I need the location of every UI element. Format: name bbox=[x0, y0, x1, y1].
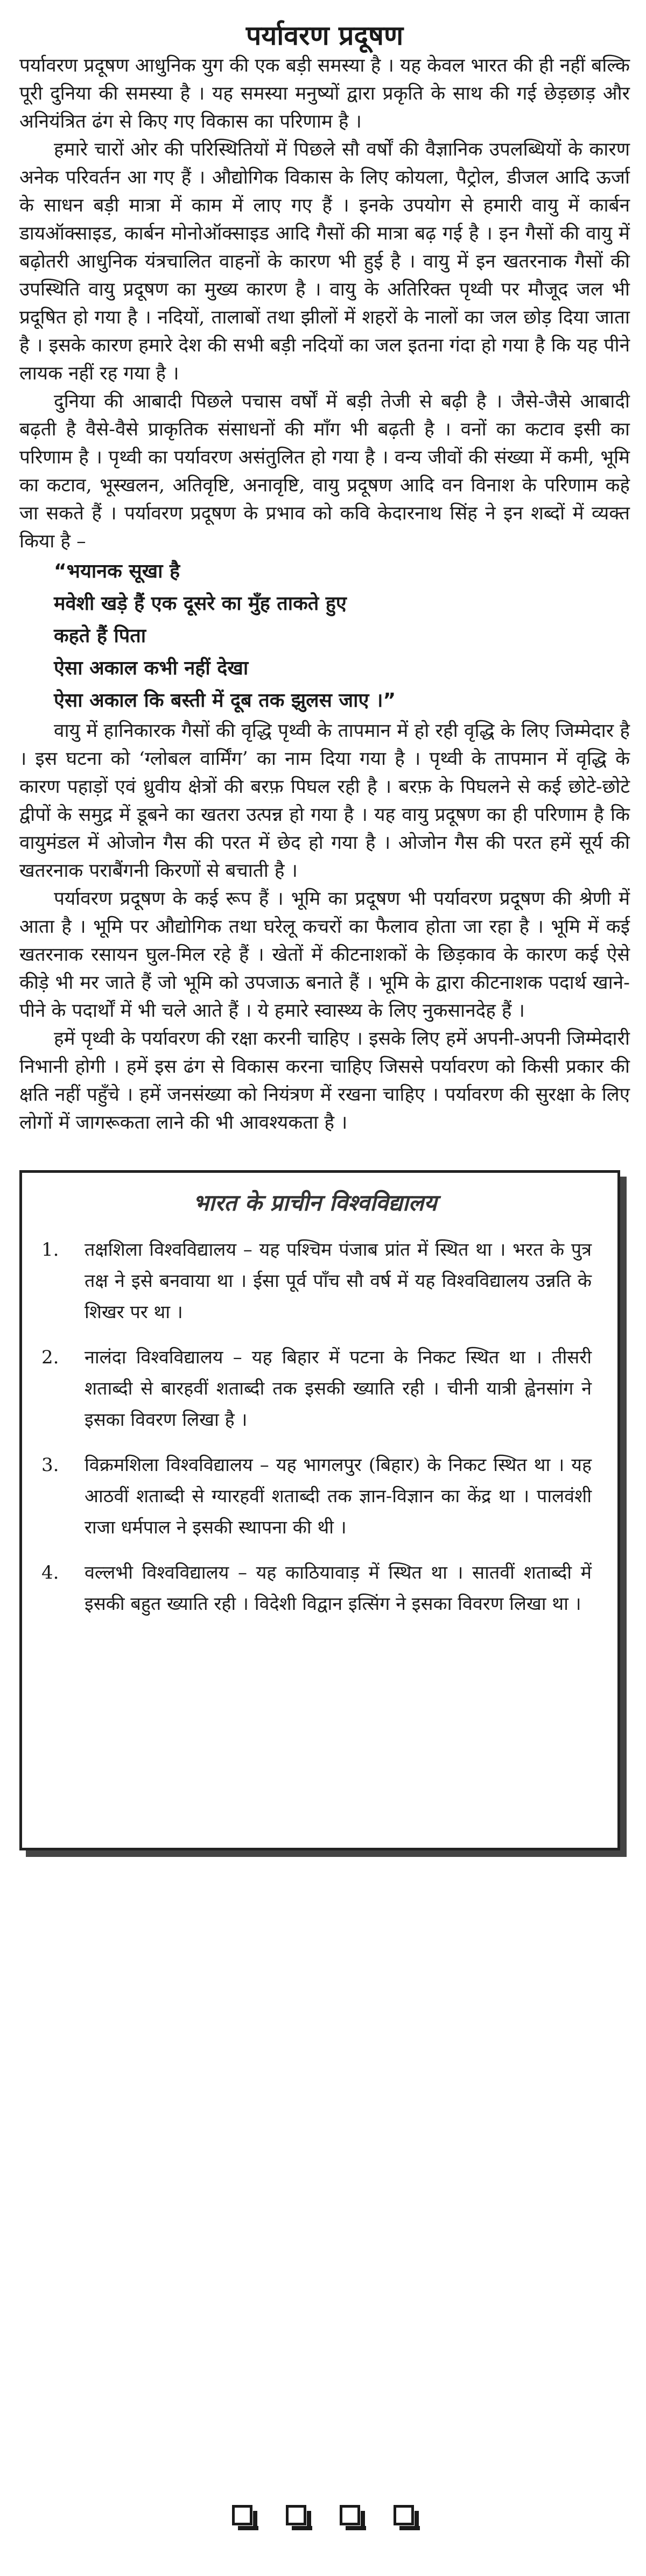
essay-paragraph-4: वायु में हानिकारक गैसों की वृद्धि पृथ्वी के तापमान में हो रही वृद्धि के लिए जिम्मेदार है । इस घटना को ‘ग्लोबल वार्मिंग’ का नाम दिया गया है । पृथ्वी के तापमान में वृद्धि के कारण पहाड़ों एवं ध्रुवीय क्षेत्रों की बरफ़ पिघल रही है । बरफ़ के पिघलने से कई छोटे-छोटे द्वीपों के समुद्र में डूबने का खतरा उत्पन्न हो गया है । यह वायु प्रदूषण का ही परिणाम है कि वायुमंडल में ओजोन गैस की परत में छेद हो गया है । ओजोन गैस की परत हमें सूर्य की खतरनाक पराबैंगनी किरणों से बचाती है । bbox=[19, 720, 630, 882]
square-icon bbox=[394, 2505, 414, 2525]
essay-body bbox=[19, 52, 630, 1137]
poem-line: मवेशी खड़े हैं एक दूसरे का मुँह ताकते हुए bbox=[54, 593, 347, 615]
list-item-number: 1. bbox=[41, 1239, 59, 1261]
list-item bbox=[38, 1234, 592, 1328]
list-item-number: 2. bbox=[41, 1347, 59, 1368]
list-item-number: 4. bbox=[41, 1562, 59, 1583]
list-item bbox=[38, 1557, 592, 1620]
list-item-text: नालंदा विश्वविद्यालय – यह बिहार में पटना के निकट स्थित था । तीसरी शताब्दी से बारहवीं शताब्दी तक इसकी ख्याति रही । चीनी यात्री ह्वेनसांग ने इसका विवरण लिखा है । bbox=[85, 1347, 592, 1431]
footer-ornament bbox=[0, 2505, 646, 2525]
info-box bbox=[19, 1170, 627, 1857]
essay-paragraph-1: पर्यावरण प्रदूषण आधुनिक युग की एक बड़ी समस्या है । यह केवल भारत की ही नहीं बल्कि पूरी दुनिया की समस्या है । यह समस्या मनुष्यों द्वारा प्रकृति के साथ की गई छेड़छाड़ और अनियंत्रित ढंग से किए गए विकास का परिणाम है । bbox=[19, 55, 630, 132]
essay-paragraph-6: हमें पृथ्वी के पर्यावरण की रक्षा करनी चाहिए । इसके लिए हमें अपनी-अपनी जिम्मेदारी निभानी होगी । हमें इस ढंग से विकास करना चाहिए जिससे पर्यावरण को किसी प्रकार की क्षति नहीं पहुँचे । हमें जनसंख्या को नियंत्रण में रखना चाहिए । पर्यावरण की सुरक्षा के लिए लोगों में जागरूकता लाने की भी आवश्यकता है । bbox=[19, 1028, 630, 1134]
list-item-number: 3. bbox=[41, 1454, 59, 1476]
poem-line: ऐसा अकाल कि बस्ती में दूब तक झुलस जाए ।” bbox=[54, 689, 396, 712]
list-item-text: वल्लभी विश्वविद्यालय – यह काठियावाड़ में स्थित था । सातवीं शताब्दी में इसकी बहुत ख्याति रही । विदेशी विद्वान इत्सिंग ने इसका विवरण लिखा था । bbox=[85, 1562, 592, 1615]
poem-quote bbox=[54, 555, 630, 717]
info-box-title: भारत के प्राचीन विश्वविद्यालय bbox=[193, 1190, 437, 1216]
essay-paragraph-3: दुनिया की आबादी पिछले पचास वर्षों में बड़ी तेजी से बढ़ी है । जैसे-जैसे आबादी बढ़ती है वैसे-वैसे प्राकृतिक संसाधनों की माँग भी बढ़ती है । वनों का कटाव इसी का परिणाम है । पृथ्वी का पर्यावरण असंतुलित हो गया है । वन्य जीवों की संख्या में कमी, भूमि का कटाव, भूस्खलन, अतिवृष्टि, अनावृष्टि, वायु प्रदूषण आदि वन विनाश के परिणाम कहे जा सकते हैं । पर्यावरण प्रदूषण के प्रभाव को कवि केदारनाथ सिंह ने इन शब्दों में व्यक्त किया है – bbox=[19, 391, 630, 552]
list-item-text: विक्रमशिला विश्वविद्यालय – यह भागलपुर (बिहार) के निकट स्थित था । यह आठवीं शताब्दी से ग्यारहवीं शताब्दी तक ज्ञान-विज्ञान का केंद्र था । पालवंशी राजा धर्मपाल ने इसकी स्थापना की थी । bbox=[85, 1454, 592, 1538]
list-item bbox=[38, 1342, 592, 1435]
info-box-frame bbox=[19, 1170, 620, 1850]
poem-line: कहते हैं पिता bbox=[54, 625, 146, 647]
list-item bbox=[38, 1449, 592, 1543]
essay-paragraph-5: पर्यावरण प्रदूषण के कई रूप हैं । भूमि का प्रदूषण भी पर्यावरण प्रदूषण की श्रेणी में आता है । भूमि पर औद्योगिक तथा घरेलू कचरों का फैलाव होता जा रहा है । भूमि में कई खतरनाक रसायन घुल-मिल रहे हैं । खेतों में कीटनाशकों के छिड़काव के कारण कई ऐसे कीड़े भी मर जाते हैं जो भूमि को उपजाऊ बनाते हैं । भूमि के द्वारा कीटनाशक पदार्थ खाने-पीने के पदार्थों में भी चले आते हैं । ये हमारे स्वास्थ्य के लिए नुकसानदेह हैं । bbox=[19, 888, 630, 1022]
essay-paragraph-2: हमारे चारों ओर की परिस्थितियों में पिछले सौ वर्षों की वैज्ञानिक उपलब्धियों के कारण अनेक परिवर्तन आ गए हैं । औद्योगिक विकास के लिए कोयला, पैट्रोल, डीजल आदि ऊर्जा के साधन बड़ी मात्रा में काम में लाए गए हैं । इनके उपयोग से हमारी वायु में कार्बन डायऑक्साइड, कार्बन मोनोऑक्साइड आदि गैसों की मात्रा बढ़ गई है । इन गैसों की वायु में बढ़ोतरी आधुनिक यंत्रचालित वाहनों के कारण भी हुई है । वायु में इन खतरनाक गैसों की उपस्थिति वायु प्रदूषण का मुख्य कारण है । वायु के अतिरिक्त पृथ्वी पर मौजूद जल भी प्रदूषित हो गया है । नदियों, तालाबों तथा झीलों में शहरों के नालों का जल छोड़ दिया जाता है । इसके कारण हमारे देश की सभी बड़ी नदियों का जल इतना गंदा हो गया है कि यह पीने लायक नहीं रह गया है । bbox=[19, 139, 630, 384]
square-icon bbox=[286, 2505, 306, 2525]
poem-line: “भयानक सूखा है bbox=[54, 560, 180, 582]
page-title: पर्यावरण प्रदूषण bbox=[245, 20, 404, 51]
poem-line: ऐसा अकाल कभी नहीं देखा bbox=[54, 657, 249, 679]
square-icon bbox=[232, 2505, 252, 2525]
list-item-text: तक्षशिला विश्वविद्यालय – यह पश्चिम पंजाब प्रांत में स्थित था । भरत के पुत्र तक्ष ने इसे बनवाया था । ईसा पूर्व पाँच सौ वर्ष में यह विश्वविद्यालय उन्नति के शिखर पर था । bbox=[85, 1239, 592, 1323]
university-list bbox=[38, 1234, 592, 1620]
square-icon bbox=[340, 2505, 360, 2525]
